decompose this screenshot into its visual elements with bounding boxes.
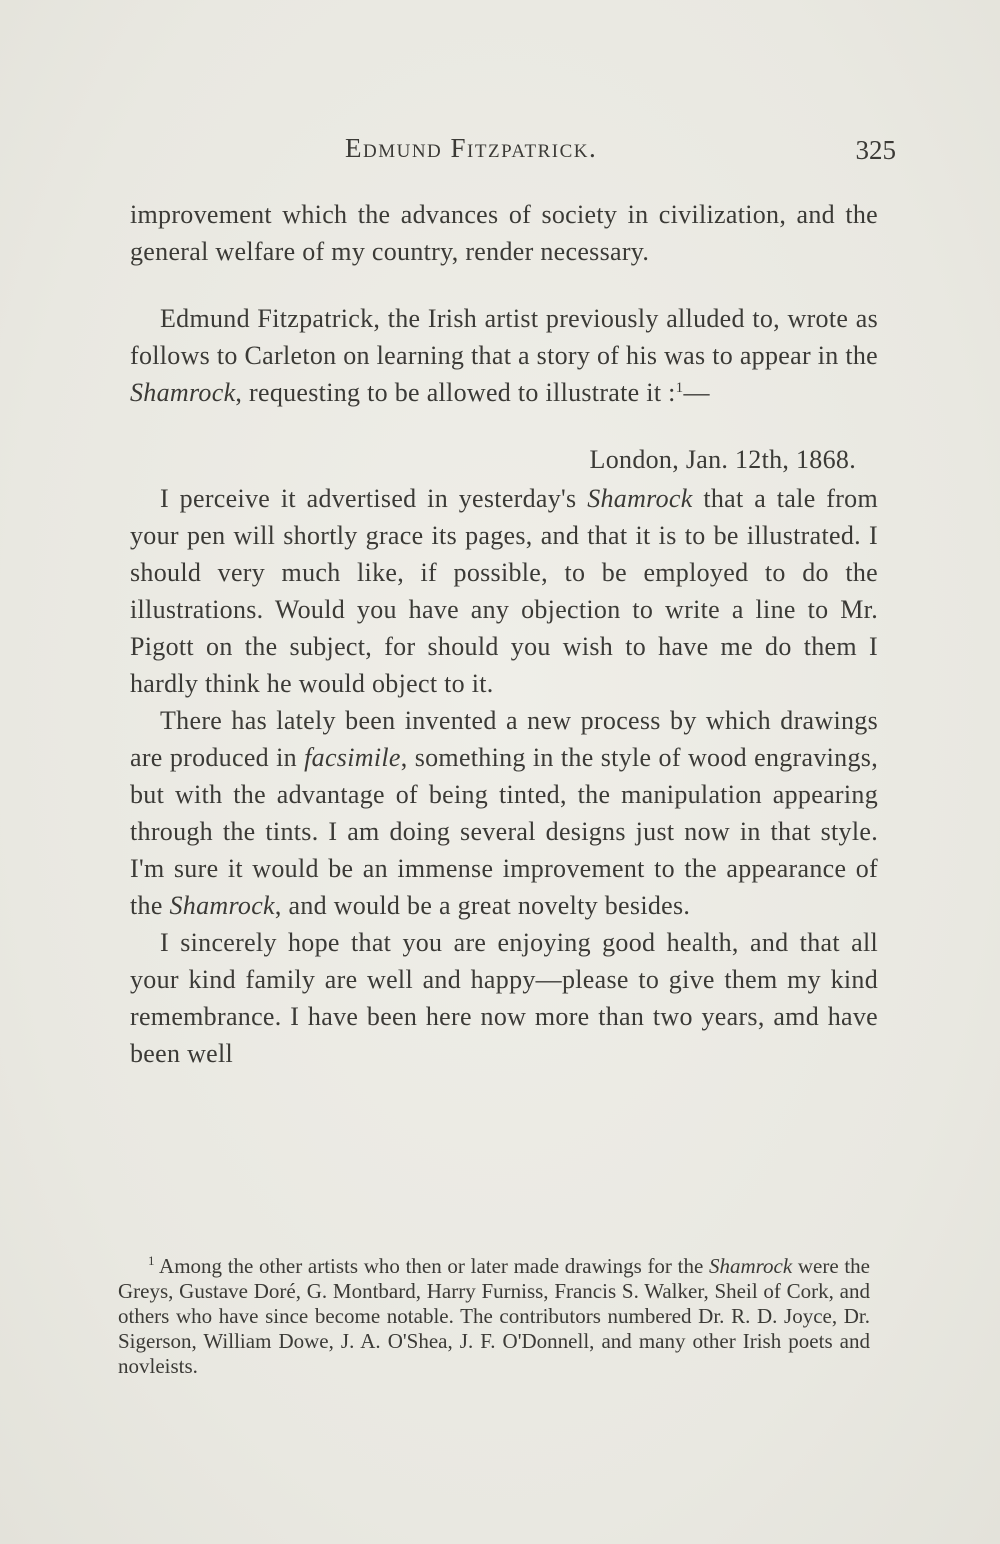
text-span: that a tale from your pen will shortly grace its pages, and that it is to be illustrated. I should very much like, if possible, to be employed to do the illustrations. Would you have any objection to write a line to Mr. Pigott on the subject, for should you wish to have me do them I hardly think he would object to it.: [130, 484, 878, 698]
page-header: [130, 133, 896, 173]
text-span: Edmund Fitzpatrick, the Irish artist previously alluded to, wrote as follows to Carleton on learning that a story of his was to appear in the: [130, 304, 878, 370]
text-span: were the Greys, Gustave Doré, G. Montbard, Harry Furniss, Francis S. Walker, Sheil of Cork, and others who have since become notable. The contributors numbered Dr. R. D. Joyce, Dr. Sigerson, William Dowe, J. A. O'Shea, J. F. O'Donnell, and many other Irish poets and novleists.: [118, 1254, 870, 1378]
text-span: —: [683, 378, 710, 407]
text-span: Among the other artists who then or later made drawings for the: [154, 1254, 709, 1278]
text-span: , and would be a great novelty besides.: [274, 891, 691, 920]
paragraph-continuation: improvement which the advances of society in civilization, and the general welfare of my country, render necessary.: [130, 200, 878, 266]
letter-paragraph: [130, 480, 878, 702]
italic-title: Shamrock: [708, 1254, 793, 1278]
italic-title: Shamrock: [587, 484, 693, 513]
footnote: [118, 1254, 870, 1379]
text-span: , something in the style of wood engravings, but with the advantage of being tinted, the manipulation appearing through the tints. I am doing several designs just now in that style. I'm sure it would be an immense improvement to the appearance of the: [130, 743, 879, 920]
letter-paragraph: [130, 702, 878, 924]
footnote-reference: 1: [675, 380, 684, 396]
paragraph-intro: [130, 300, 878, 411]
running-head: Edmund Fitzpatrick.: [345, 133, 598, 163]
letter-dateline: London, Jan. 12th, 1868.: [589, 445, 856, 474]
body-text: [130, 196, 878, 1072]
italic-term: facsimile: [304, 743, 401, 772]
italic-title: Shamrock: [169, 891, 275, 920]
footnote-marker: 1: [148, 1253, 155, 1268]
text-span: , requesting to be allowed to illustrate it :: [235, 378, 676, 407]
italic-title: Shamrock: [130, 378, 236, 407]
text-span: I perceive it advertised in yesterday's: [160, 484, 588, 513]
page-number: 325: [855, 135, 896, 165]
text-span: There has lately been invented a new process by which drawings are produced in: [130, 706, 878, 772]
letter-paragraph: I sincerely hope that you are enjoying good health, and that all your kind family are well and happy—please to give them my kind remembrance. I have been here now more than two years, amd have been well: [130, 928, 878, 1068]
